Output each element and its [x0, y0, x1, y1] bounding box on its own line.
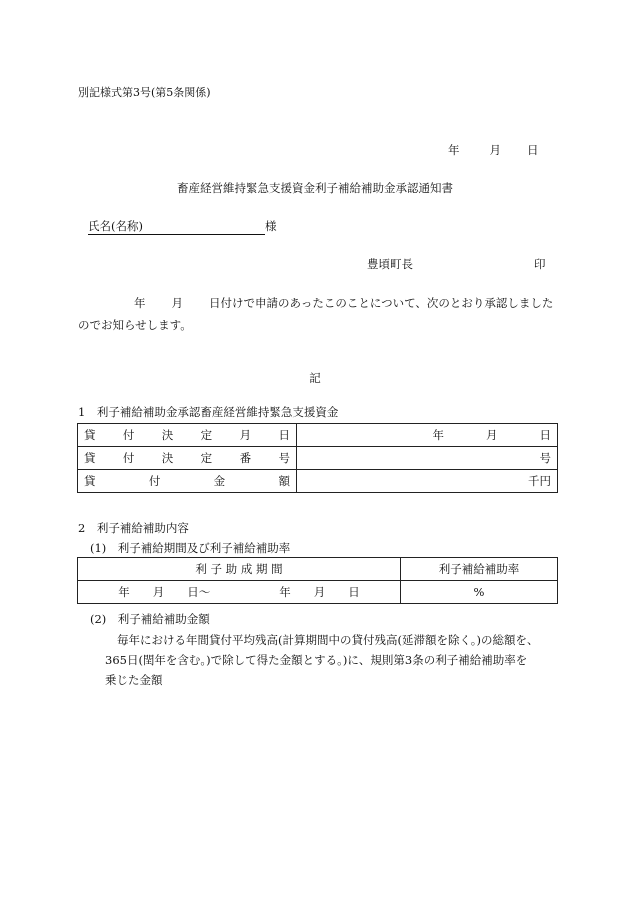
note-line: 乗じた金額: [105, 673, 163, 687]
date-day: 日: [527, 143, 539, 157]
form-number: 別記様式第3号(第5条関係): [78, 86, 211, 99]
table-row: [78, 581, 558, 604]
label-char: 付: [148, 474, 161, 488]
value-unit: 千円: [528, 474, 551, 488]
label-char: 号: [278, 451, 290, 465]
label-char: 定: [200, 451, 213, 465]
subsidy-table: [77, 557, 558, 604]
issuer-name: 豊頃町長: [367, 257, 413, 271]
addressee-suffix: 様: [265, 219, 277, 233]
body-paragraph: [78, 292, 560, 336]
period-value: 年 月 日〜 年 月 日: [78, 581, 401, 604]
table-row: [78, 470, 558, 493]
label-char: 日: [278, 428, 290, 442]
table-cell-label: [78, 447, 297, 470]
table-cell-label: [78, 470, 297, 493]
header-rate: 利子補給補助率: [401, 558, 558, 581]
label-char: 金: [213, 474, 226, 488]
label-char: 貸: [84, 474, 96, 488]
addressee: [88, 218, 277, 235]
value-number-suffix: 号: [539, 451, 551, 465]
date-month: 月: [489, 143, 501, 157]
label-char: 月: [239, 428, 252, 442]
table-row: [78, 424, 558, 447]
body-text: 日付けで申請のあったこのことについて、次のとおり承認しましたのでお知らせします。: [78, 296, 554, 332]
header-period: 利 子 助 成 期 間: [78, 558, 401, 581]
date-year: 年: [448, 143, 460, 157]
section2-sub2: (2) 利子補給補助金額: [90, 612, 210, 626]
addressee-label: 氏名(名称): [88, 219, 143, 233]
value-day: 日: [539, 428, 551, 442]
addressee-name-line: [88, 218, 265, 235]
table-row: [78, 558, 558, 581]
label-char: 番: [239, 451, 252, 465]
section1-title: 1 利子補給補助金承認畜産経営維持緊急支援資金: [78, 405, 339, 419]
calculation-note: [105, 630, 557, 690]
label-char: 定: [200, 428, 213, 442]
table-row: [78, 447, 558, 470]
section2-sub1: (1) 利子補給期間及び利子補給補助率: [90, 541, 291, 555]
table-cell-value: [297, 447, 558, 470]
loan-table: [77, 423, 558, 493]
note-line: 365日(閏年を含む。)で除して得た金額とする。)に、規則第3条の利子補給補助率を: [105, 653, 528, 667]
label-char: 額: [278, 474, 290, 488]
label-char: 付: [122, 428, 135, 442]
body-month: 月: [171, 296, 183, 310]
label-char: 貸: [84, 428, 96, 442]
table-cell-label: [78, 424, 297, 447]
section2-title: 2 利子補給補助内容: [78, 521, 189, 535]
document-title: 畜産経営維持緊急支援資金利子補給補助金承認通知書: [177, 181, 453, 195]
table-cell-value: [297, 424, 558, 447]
rate-value: %: [401, 581, 558, 604]
label-char: 決: [161, 428, 174, 442]
value-year: 年: [432, 428, 444, 442]
value-month: 月: [486, 428, 498, 442]
issue-date: [448, 142, 539, 158]
body-year: 年: [134, 296, 146, 310]
ki-heading: 記: [309, 371, 321, 385]
note-line: 毎年における年間貸付平均残高(計算期間中の貸付残高(延滞額を除く。)の総額を、: [117, 633, 539, 647]
label-char: 貸: [84, 451, 96, 465]
label-char: 決: [161, 451, 174, 465]
seal-mark: 印: [534, 257, 546, 271]
table-cell-value: [297, 470, 558, 493]
label-char: 付: [122, 451, 135, 465]
